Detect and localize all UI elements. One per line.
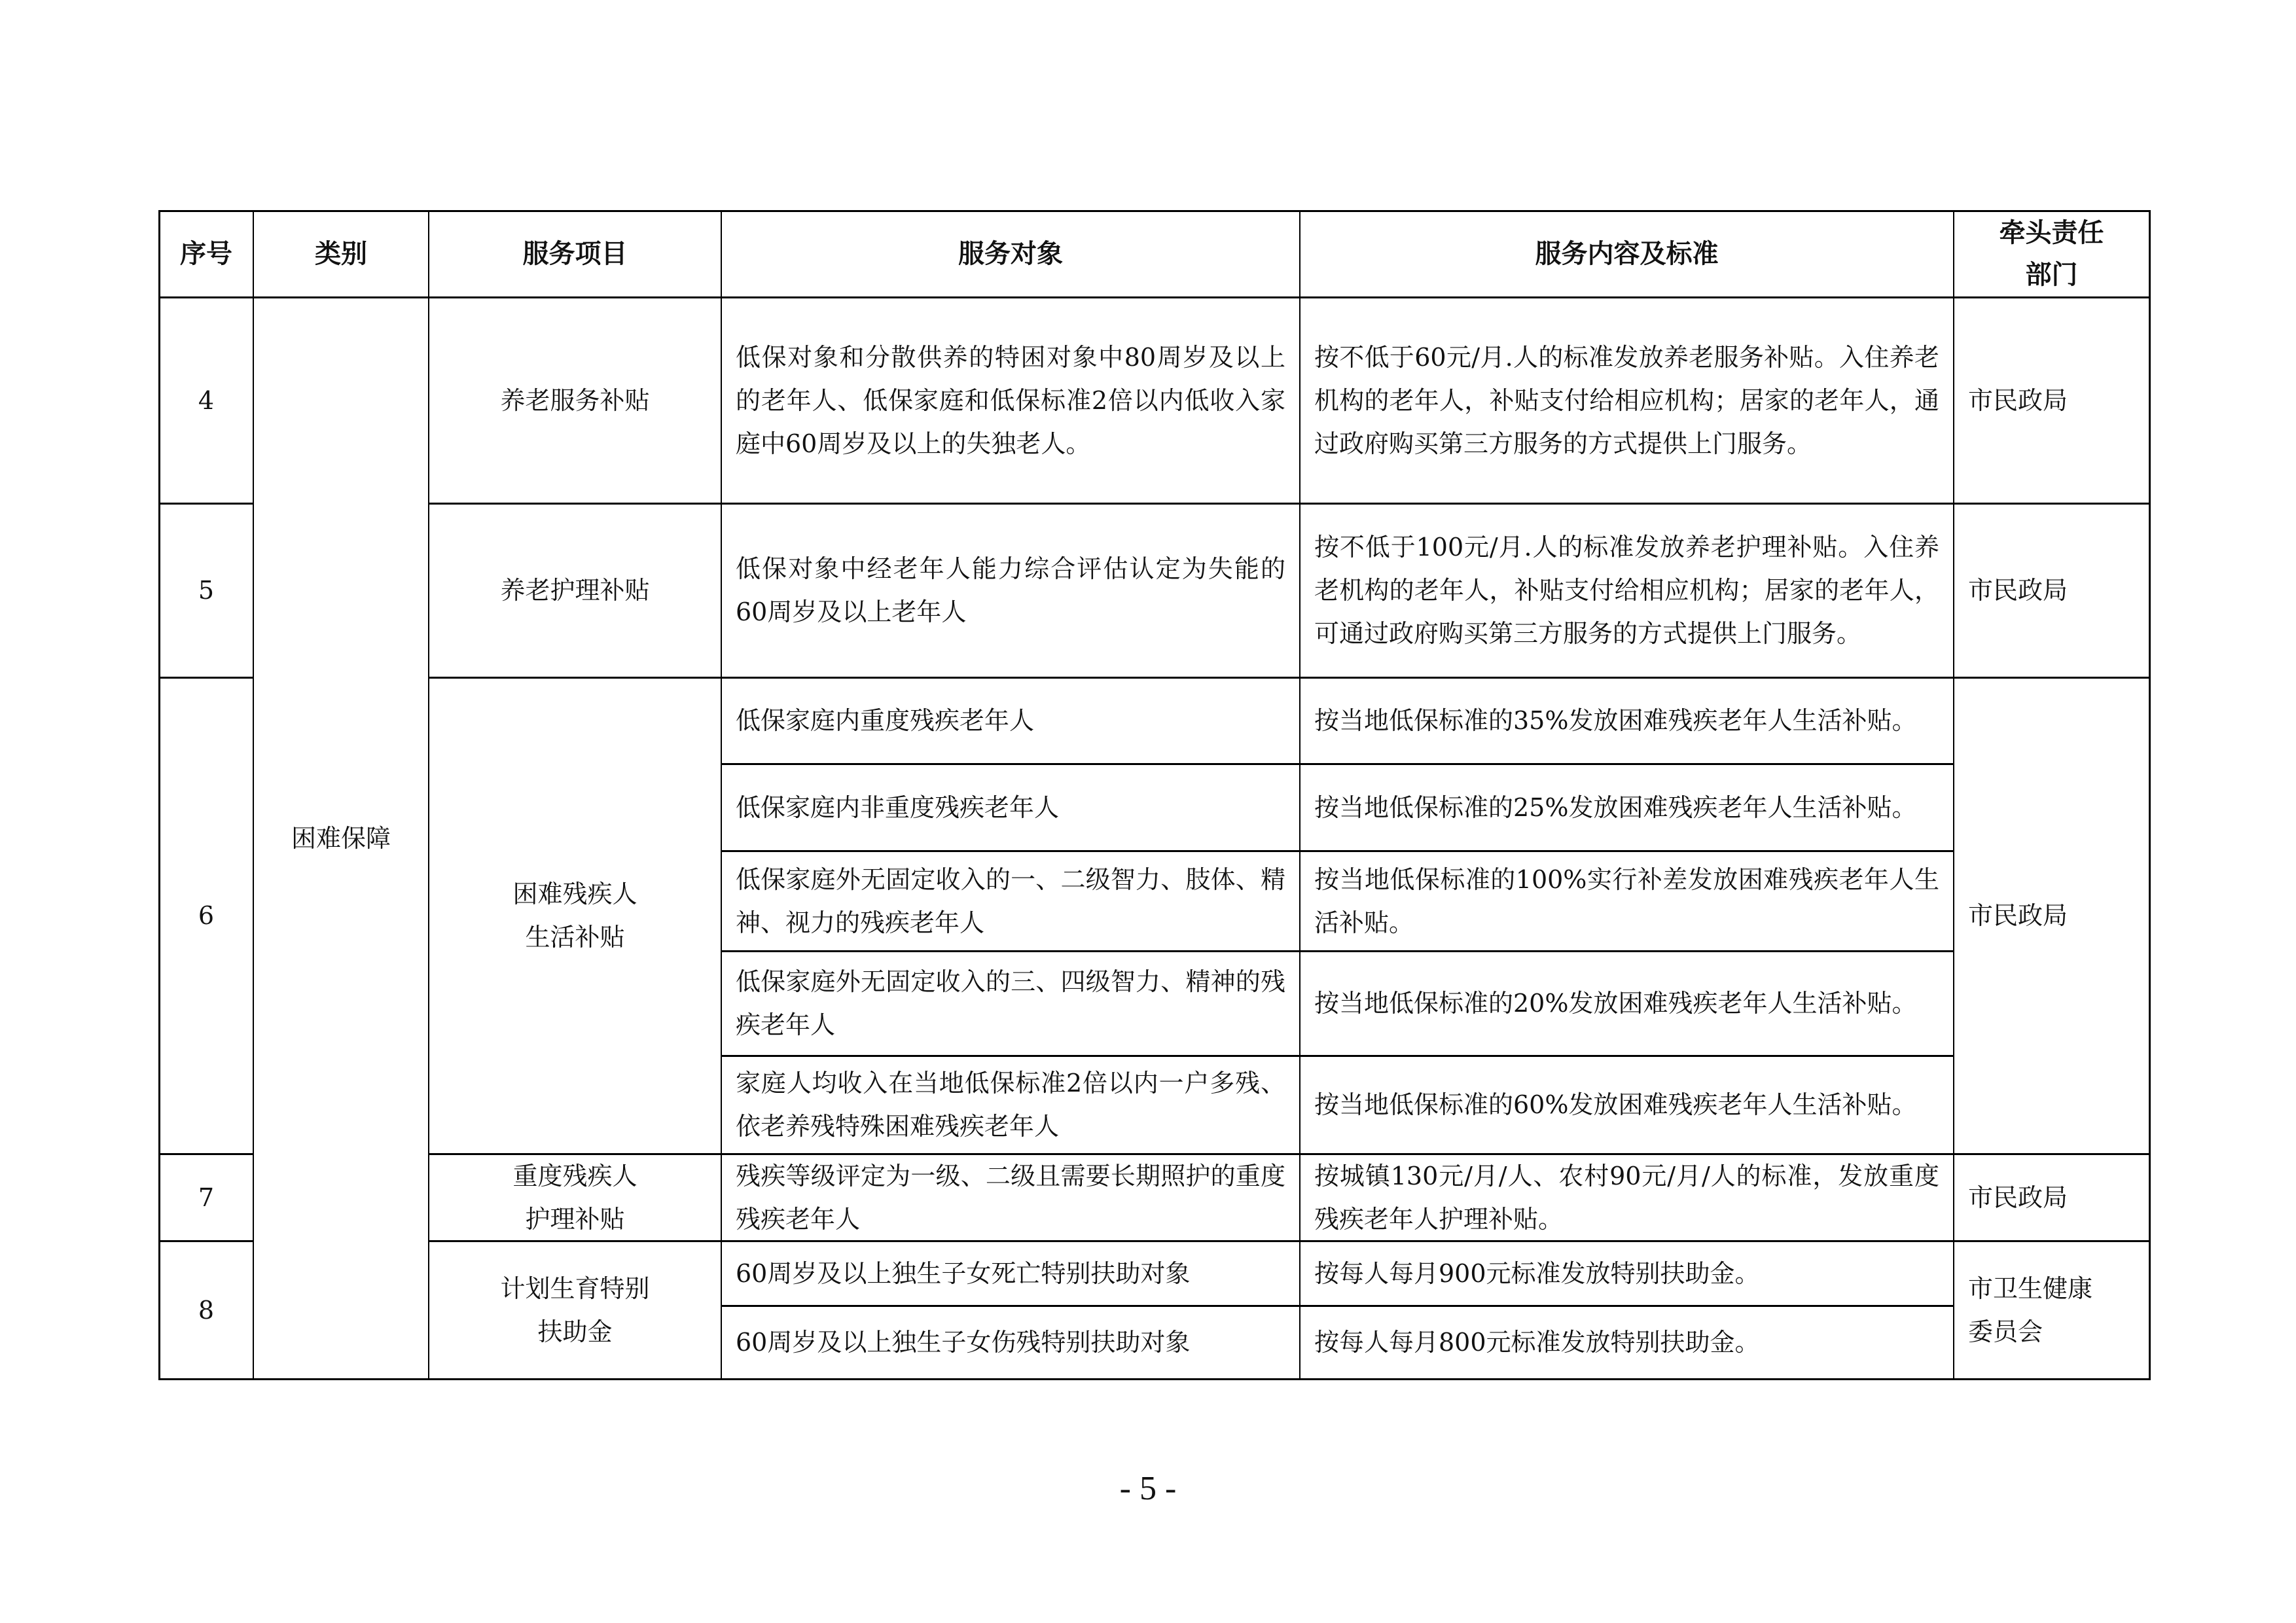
row-6d-target: 低保家庭外无固定收入的三、四级智力、精神的残疾老年人: [736, 967, 1285, 1039]
row-7-item: [429, 1154, 721, 1241]
row-6a-target: 低保家庭内重度残疾老年人: [736, 706, 1035, 735]
header-dept-line2: 部门: [2025, 260, 2078, 290]
row-6-item: [429, 677, 721, 1154]
page-number: - 5 -: [1119, 1470, 1177, 1507]
row-8a-content: 按每人每月900元标准发放特别扶助金。: [1314, 1258, 1760, 1288]
row-6-item-line2: 生活补贴: [525, 923, 625, 952]
category-cell: 困难保障: [291, 823, 391, 853]
row-6-no: 6: [198, 901, 215, 930]
row-7-item-line1: 重度残疾人: [512, 1161, 637, 1190]
row-6c-content: 按当地低保标准的100%实行补差发放困难残疾老年人生活补贴。: [1314, 865, 1939, 937]
header-service-target: 服务对象: [958, 239, 1063, 269]
header-service-item: 服务项目: [522, 239, 628, 269]
row-8-item: [429, 1241, 721, 1379]
row-6b-target: 低保家庭内非重度残疾老年人: [736, 793, 1060, 822]
row-8-item-line1: 计划生育特别: [500, 1274, 650, 1303]
header-no: 序号: [180, 239, 232, 269]
row-7-item-line2: 护理补贴: [525, 1204, 625, 1234]
row-6d-content: 按当地低保标准的20%发放困难残疾老年人生活补贴。: [1314, 989, 1917, 1018]
header-dept-line1: 牵头责任: [1999, 218, 2104, 248]
row-4-item: 养老服务补贴: [500, 385, 650, 415]
row-6e-content: 按当地低保标准的60%发放困难残疾老年人生活补贴。: [1314, 1090, 1917, 1119]
header-service-content: 服务内容及标准: [1535, 239, 1719, 269]
row-7-content: 按城镇130元/月/人、农村90元/月/人的标准，发放重度残疾老年人护理补贴。: [1314, 1161, 1939, 1234]
row-8-item-line2: 扶助金: [537, 1317, 613, 1346]
row-7-target: 残疾等级评定为一级、二级且需要长期照护的重度残疾老年人: [736, 1161, 1285, 1234]
row-5-content: 按不低于100元/月.人的标准发放养老护理补贴。入住养老机构的老年人，补贴支付给相应机构；居家的老年人，可通过政府购买第三方服务的方式提供上门服务。: [1314, 533, 1939, 648]
row-6-dept: 市民政局: [1968, 901, 2068, 930]
row-6a-content: 按当地低保标准的35%发放困难残疾老年人生活补贴。: [1314, 706, 1917, 735]
row-5-dept: 市民政局: [1968, 576, 2068, 605]
row-8-dept: [1954, 1241, 2149, 1379]
row-8b-target: 60周岁及以上独生子女伤残特别扶助对象: [736, 1328, 1191, 1357]
row-5-no: 5: [198, 576, 215, 605]
row-6e-target: 家庭人均收入在当地低保标准2倍以内一户多残、依老养残特殊困难残疾老年人: [736, 1069, 1285, 1141]
row-4-target: 低保对象和分散供养的特困对象中80周岁及以上的老年人、低保家庭和低保标准2倍以内低收入家庭中60周岁及以上的失独老人。: [736, 342, 1285, 458]
row-6b-content: 按当地低保标准的25%发放困难残疾老年人生活补贴。: [1314, 793, 1917, 822]
row-8-dept-line2: 委员会: [1968, 1317, 2043, 1346]
header-category: 类别: [315, 239, 367, 269]
row-6c-target: 低保家庭外无固定收入的一、二级智力、肢体、精神、视力的残疾老年人: [736, 865, 1285, 937]
row-4-no: 4: [198, 385, 215, 415]
row-4-dept: 市民政局: [1968, 385, 2068, 415]
row-4-content: 按不低于60元/月.人的标准发放养老服务补贴。入住养老机构的老年人，补贴支付给相应机构；居家的老年人，通过政府购买第三方服务的方式提供上门服务。: [1314, 342, 1939, 458]
header-dept: [1954, 211, 2149, 297]
row-8a-target: 60周岁及以上独生子女死亡特别扶助对象: [736, 1258, 1191, 1288]
row-5-item: 养老护理补贴: [500, 576, 650, 605]
row-8-dept-line1: 市卫生健康: [1968, 1274, 2093, 1303]
row-7-no: 7: [198, 1183, 215, 1212]
row-8-no: 8: [198, 1295, 215, 1325]
row-8b-content: 按每人每月800元标准发放特别扶助金。: [1314, 1328, 1760, 1357]
row-5-target: 低保对象中经老年人能力综合评估认定为失能的60周岁及以上老年人: [736, 554, 1285, 626]
row-6-item-line1: 困难残疾人: [512, 880, 637, 908]
row-7-dept: 市民政局: [1968, 1183, 2068, 1212]
